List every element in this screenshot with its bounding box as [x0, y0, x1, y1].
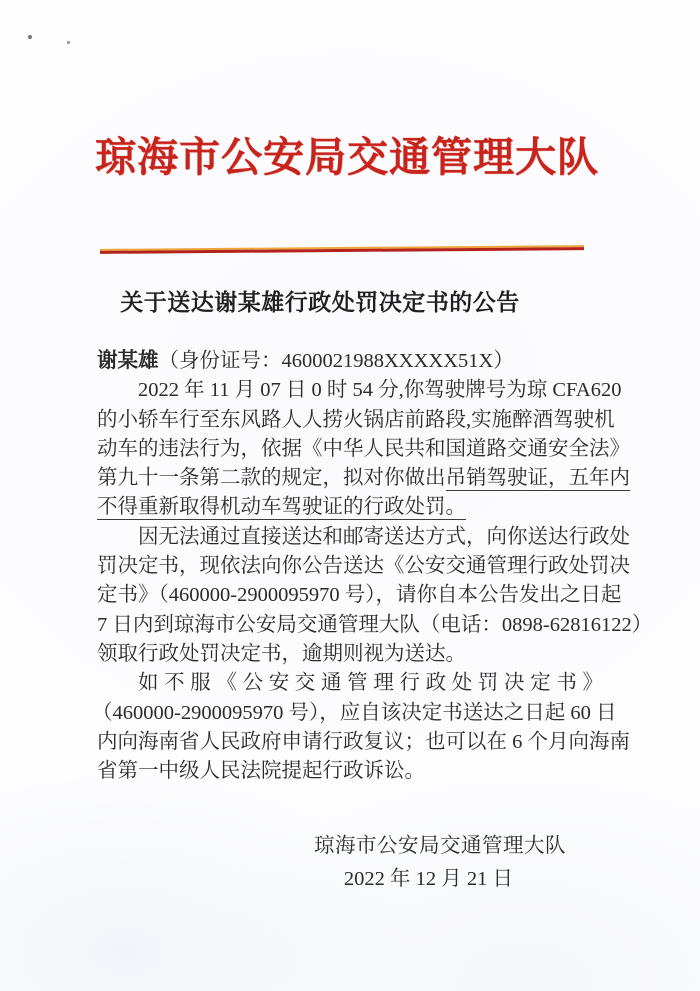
- body-line: 如不服《公安交通管理行政处罚决定书》: [138, 672, 603, 695]
- body-line: [97, 493, 603, 522]
- body-line: 定书》（460000-2900095970 号），请你自本公告发出之日起: [97, 584, 622, 607]
- body-line: 7 日内到琼海市公安局交通管理大队（电话：0898-62816122）: [97, 613, 653, 636]
- body-line: 动车的违法行为，依据《中华人民共和国道路交通安全法》: [97, 437, 630, 460]
- underlined-penalty-text: 吊销驾驶证，五年内: [445, 467, 630, 490]
- underlined-penalty-text: 不得重新取得机动车驾驶证的行政处罚。: [97, 496, 466, 519]
- body-line: 罚决定书，现依法向你公告送达《公安交通管理行政处罚决: [97, 555, 630, 578]
- body-line: 2022 年 11 月 07 日 0 时 54 分,你驾驶牌号为琼 CFA620: [138, 379, 622, 402]
- scan-speck: [28, 35, 32, 39]
- recipient-name: 谢某雄: [97, 350, 159, 372]
- signature-agency: 琼海市公安局交通管理大队: [314, 835, 566, 857]
- notice-body: [92, 347, 653, 786]
- body-line: 内向海南省人民政府申请行政复议；也可以在 6 个月向海南: [97, 730, 630, 753]
- body-line: 领取行政处罚决定书，逾期则视为送达。: [97, 642, 466, 665]
- signature-date: 2022 年 12 月 21 日: [343, 868, 513, 890]
- agency-letterhead: 琼海市公安局交通管理大队: [95, 134, 599, 180]
- body-line: 省第一中级人民法院提起行政诉讼。: [97, 760, 425, 783]
- body-line: 因无法通过直接送达和邮寄送达方式，向你送达行政处: [138, 525, 630, 548]
- scan-speck: [67, 41, 70, 44]
- recipient-id-info: （身份证号：4600021988XXXXX51X）: [158, 350, 514, 372]
- letterhead-divider-line: [100, 245, 584, 254]
- notice-title: 关于送达谢某雄行政处罚决定书的公告: [120, 290, 520, 315]
- recipient-line: [97, 347, 603, 376]
- body-line-segment: 第九十一条第二款的规定，拟对你做出: [97, 467, 446, 490]
- body-line: （460000-2900095970 号），应自该决定书送达之日起 60 日: [92, 701, 617, 724]
- body-line: 的小轿车行至东风路人人捞火锅店前路段,实施醉酒驾驶机: [97, 408, 615, 431]
- body-line: [97, 464, 630, 493]
